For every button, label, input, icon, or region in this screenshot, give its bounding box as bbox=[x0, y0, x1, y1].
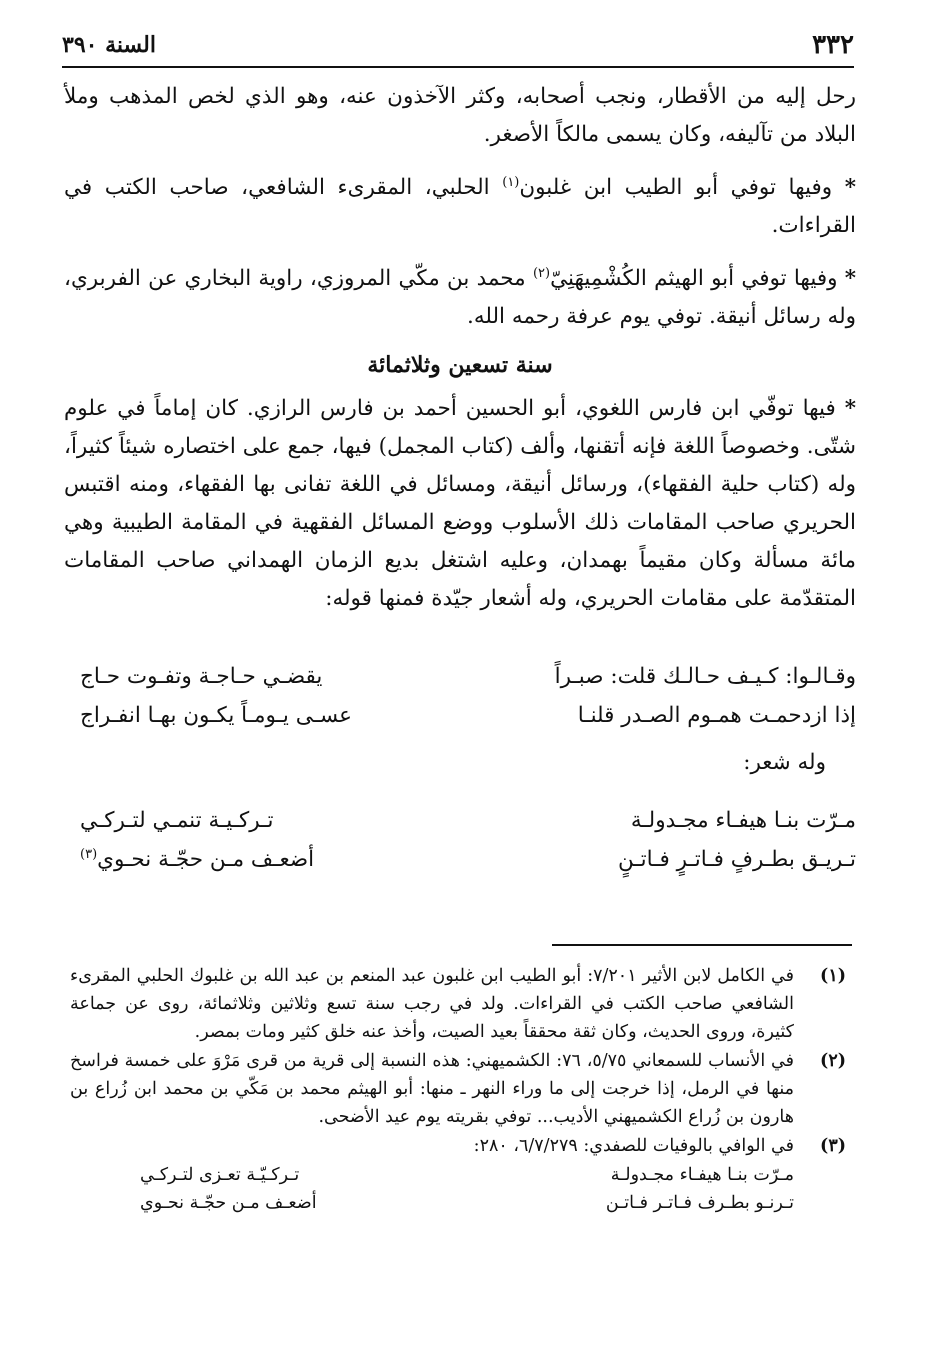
footnote-ref: (٢) bbox=[532, 265, 551, 281]
poem-block bbox=[70, 664, 856, 742]
hemistich-right: مـرّت بنـا هيفـاء مجـدولـة bbox=[630, 808, 856, 833]
poem-block bbox=[70, 808, 856, 886]
star-marker: * bbox=[844, 175, 856, 200]
hemistich-right: إذا ازدحمـت همـوم الصـدر قلنـا bbox=[577, 703, 856, 728]
verse-line bbox=[70, 847, 856, 886]
verse-line bbox=[70, 808, 856, 847]
hemistich-left: يقضـي حـاجـة وتفـوت حـاج bbox=[80, 664, 323, 689]
hemistich-right: تـريـق بطـرفٍ فـاتـرٍ فـاتـنٍ bbox=[618, 847, 856, 872]
footnote-ref: (٣) bbox=[80, 846, 98, 862]
footnote-poem bbox=[70, 1161, 794, 1217]
footnote-number: (١) bbox=[820, 966, 846, 986]
verse-line bbox=[70, 1161, 794, 1189]
hemistich-left: أضعـف مـن حجّـة نحـوي$^{(٣)}$ bbox=[80, 846, 315, 872]
footnote-text: في الوافي بالوفيات للصفدي: ٦/٧/٢٧٩، ٢٨٠: bbox=[473, 1136, 794, 1156]
footnote bbox=[70, 1132, 846, 1160]
footnote-text: في الأنساب للسمعاني ٥/٧٥، ٧٦: الكشميهني: هذه النسبة إلى قرية من قرى مَرْوَ على خمسة فراسخ منها في الرمل، إذا خرجت إلى ما وراء النهر ـ منها: أبو الهيثم محمد بن مَكّي بن محمد ابن زُراع بن هارون بن زُراع الكشميهني الأديب... توفي بقريته يوم عيد الأضحى. bbox=[70, 1051, 794, 1127]
footnote-text: في الكامل لابن الأثير ٧/٢٠١: أبو الطيب ابن غلبون عبد المنعم بن عبد الله بن غلبوك الحلبي المقرىء الشافعي صاحب الكتب في القراءات. ولد في رجب سنة تسع وثلاثين وثلاثمائة، روى عن جماعة كثيرة، وروى الحديث، وكان ثقة محققاً بعيد الصيت، وأخذ عنه خلق كثير ومات بمصر. bbox=[70, 966, 794, 1042]
footnote-number: (٣) bbox=[820, 1136, 846, 1156]
footnote bbox=[70, 1047, 846, 1131]
footnote bbox=[70, 962, 846, 1046]
page-header bbox=[62, 30, 854, 68]
hemistich-left: أضعـف مـن حجّـة نحـوي bbox=[140, 1193, 317, 1213]
footnote-number: (٢) bbox=[820, 1051, 846, 1071]
verse-line bbox=[70, 1189, 794, 1217]
star-marker: * bbox=[844, 266, 856, 291]
paragraph: * وفيها توفي أبو الطيب ابن غلبون$^{(١)}$ الحلبي، المقرىء الشافعي، صاحب الكتب في القراءات. bbox=[64, 174, 856, 238]
hemistich-right: وقـالـوا: كـيـف حـالـك قلت: صبـراً bbox=[554, 664, 856, 689]
verse-line bbox=[70, 664, 856, 703]
footnote-ref: (١) bbox=[502, 174, 520, 190]
paragraph: * فيها توفّي ابن فارس اللغوي، أبو الحسين أحمد بن فارس الرازي. كان إماماً في علوم شتّى. وخصوصاً اللغة فإنه أتقنها، وألف (كتاب المجمل) فيها، جمع على اختصاره شيئاً كثيراً، وله (كتاب حلية الفقهاء)، ورسائل أنيقة، ومسائل في اللغة تفانى بها الفقهاء، ومنه اقتبس الحريري صاحب المقامات ذلك الأسلوب ووضع المسائل الفقهية في المقامة الطيبية وهي مائة مسألة وكان مقيماً بهمدان، وعليه اشتغل بديع الزمان الهمداني صاحب المقامات المتقدّمة على مقامات الحريري، وله أشعار جيّدة فمنها قوله: bbox=[64, 396, 856, 611]
hemistich-right: تـرنـو بطـرف فـاتـر فـاتـن bbox=[605, 1193, 794, 1213]
hemistich-left: تـركـيـة تنمـي لتـركـي bbox=[80, 808, 274, 833]
star-marker: * bbox=[844, 396, 856, 421]
footnote-divider bbox=[552, 944, 852, 946]
main-text bbox=[64, 78, 856, 618]
page-number: ٣٣٢ bbox=[812, 30, 854, 60]
paragraph: رحل إليه من الأقطار، ونجب أصحابه، وكثر الآخذون عنه، وهو الذي لخص المذهب وملأ البلاد من تآليفه، وكان يسمى مالكاً الأصغر. bbox=[64, 84, 856, 147]
verse-line bbox=[70, 703, 856, 742]
hemistich-left: تـركـيّـة تعـزى لتـركـي bbox=[140, 1165, 300, 1185]
hemistich-left: عسـى يـومـاً يكـون بهـا انفـراج bbox=[80, 703, 352, 728]
poem-intro: وله شعر: bbox=[743, 750, 826, 775]
paragraph: * وفيها توفي أبو الهيثم الكُشْمِيهَنِيّ$^{(٢)}$ محمد بن مكّي المروزي، راوية البخاري عن الفربري، وله رسائل أنيقة. توفي يوم عرفة رحمه الله. bbox=[64, 265, 856, 329]
running-title: السنة ٣٩٠ bbox=[62, 32, 156, 58]
hemistich-right: مـرّت بنـا هيفـاء مجـدولـة bbox=[610, 1165, 794, 1185]
footnotes bbox=[70, 962, 846, 1217]
section-heading: سنة تسعين وثلاثمائة bbox=[367, 352, 553, 378]
